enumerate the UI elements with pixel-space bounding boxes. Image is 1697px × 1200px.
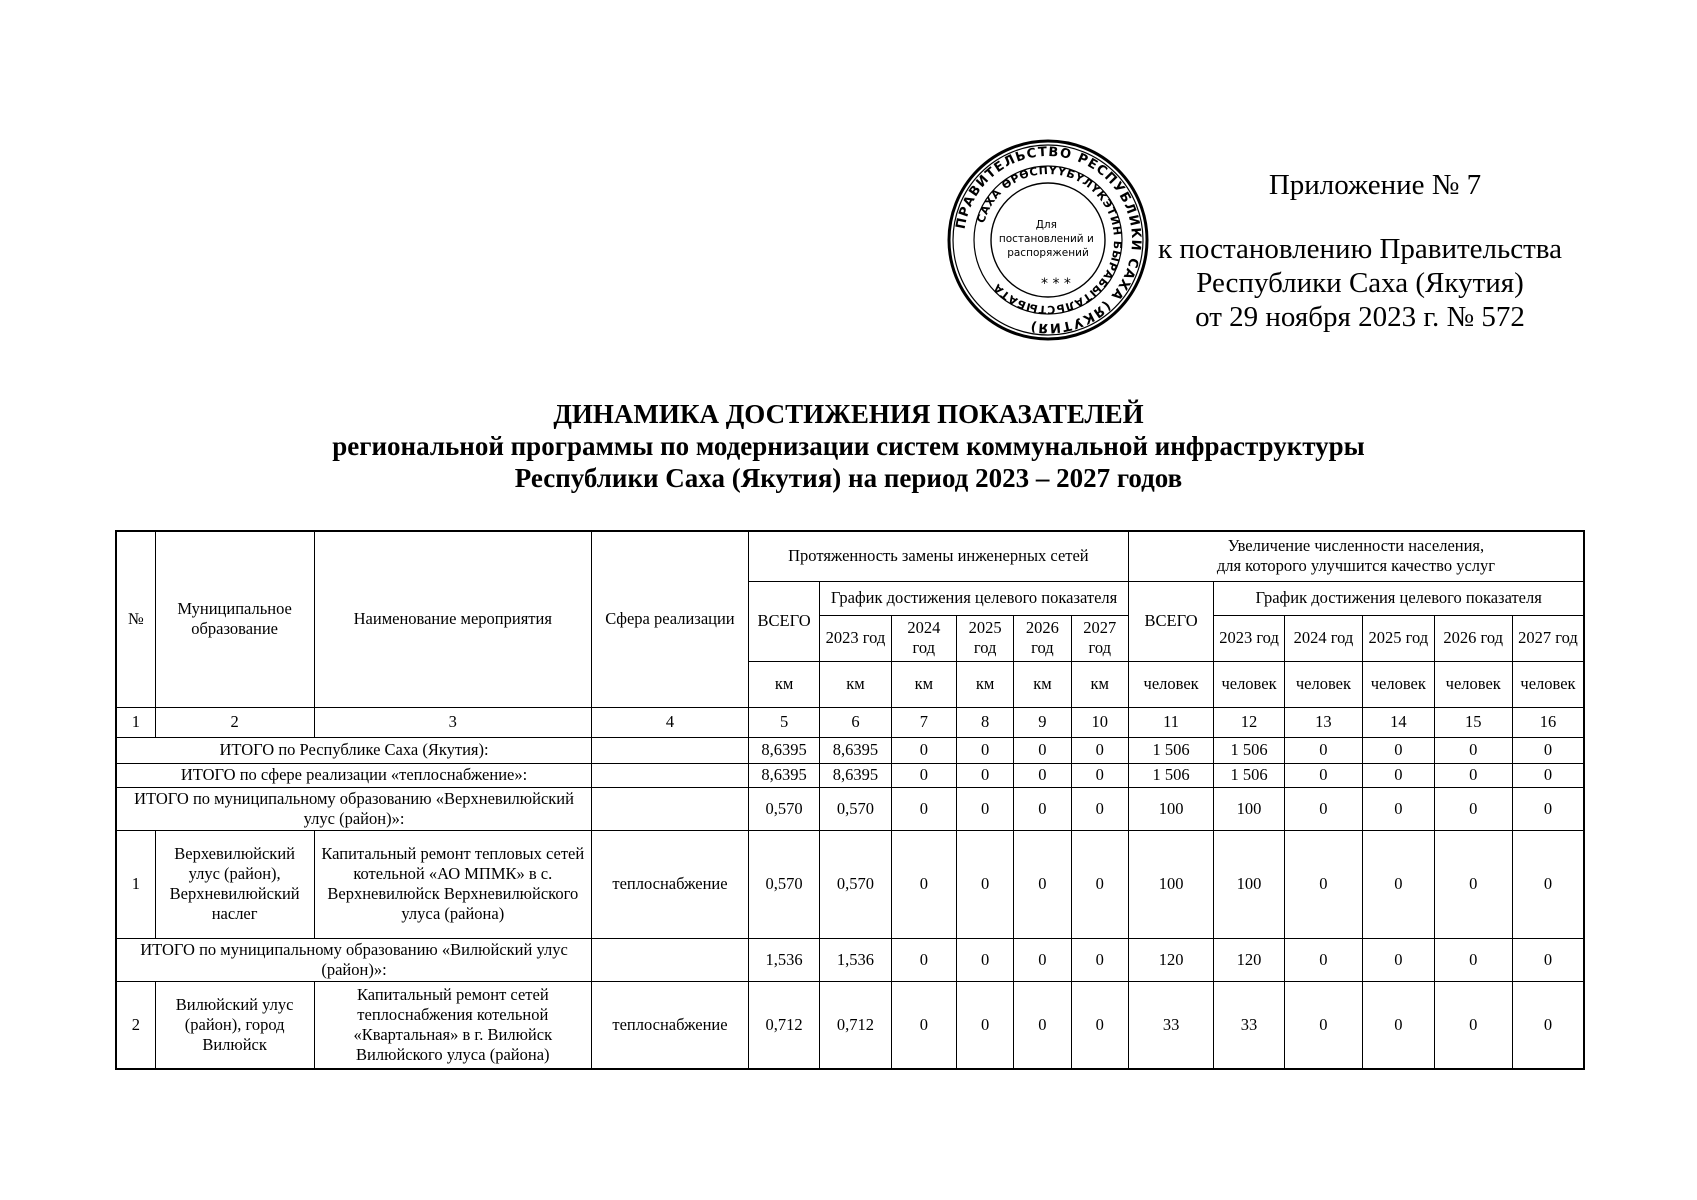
seal-center-line-2: постановлений и [998,233,1094,245]
column-number: 8 [956,707,1013,737]
header-year: 2023 год [1214,615,1284,661]
row-label: ИТОГО по сфере реализации «теплоснабжение»: [116,763,592,787]
cell: 0 [1512,938,1584,981]
cell: 0,570 [820,830,891,938]
unit-km: км [891,661,956,707]
cell: 0 [1284,981,1362,1069]
unit-people: человек [1214,661,1284,707]
cell: 0 [956,763,1013,787]
cell: 0 [1363,981,1434,1069]
row-sphere: теплоснабжение [592,981,749,1069]
cell: 0,570 [820,787,891,830]
cell: 8,6395 [748,763,819,787]
table-row-total [116,938,1584,981]
header-year: 2026 год [1014,615,1071,661]
column-number: 12 [1214,707,1284,737]
header-networks-group: Протяженность замены инженерных сетей [748,531,1128,581]
cell: 0 [891,981,956,1069]
cell: 100 [1214,787,1284,830]
appendix-line-2: Республики Саха (Якутия) [1196,267,1524,299]
cell: 0 [1512,981,1584,1069]
seal-center-line-3: распоряжений [1007,247,1089,259]
cell: 1 506 [1128,737,1213,763]
appendix-number: Приложение № 7 [1268,169,1482,201]
cell: 0 [1512,830,1584,938]
cell: 0 [1512,737,1584,763]
row-event: Капитальный ремонт сетей теплоснабжения котельной «Квартальная» в г. Вилюйск Вилюйского улуса (района) [314,981,592,1069]
header-year: 2025 год [1363,615,1434,661]
row-sphere: теплоснабжение [592,830,749,938]
cell: 1 506 [1214,737,1284,763]
column-numbers-row [116,707,1584,737]
cell: 33 [1214,981,1284,1069]
header-population-schedule: График достижения целевого показателя [1214,581,1584,615]
column-number: 6 [820,707,891,737]
cell: 1,536 [820,938,891,981]
cell: 0 [1434,938,1512,981]
unit-people: человек [1284,661,1362,707]
column-number: 2 [155,707,314,737]
title-line-3: Республики Саха (Якутия) на период 2023 – 2027 годов [514,463,1183,493]
cell: 0 [1071,938,1128,981]
cell: 0 [1071,830,1128,938]
header-year: 2023 год [820,615,891,661]
cell: 0 [891,830,956,938]
column-number: 14 [1363,707,1434,737]
cell: 8,6395 [820,737,891,763]
unit-km: км [1014,661,1071,707]
cell: 0 [891,938,956,981]
svg-text:* * *: * * * [1041,276,1071,292]
column-number: 15 [1434,707,1512,737]
cell: 100 [1128,787,1213,830]
cell: 0 [956,830,1013,938]
svg-text:Для постановлений и [999,219,1097,259]
cell: 0 [1014,737,1071,763]
cell: 0 [1284,763,1362,787]
cell: 0 [1512,787,1584,830]
row-sphere [592,737,749,763]
cell: 0 [956,737,1013,763]
unit-people: человек [1128,661,1213,707]
cell: 0 [891,737,956,763]
title-line-2: региональной программы по модернизации систем коммунальной инфраструктуры [332,431,1365,461]
unit-km: км [956,661,1013,707]
cell: 0 [1363,938,1434,981]
row-label: ИТОГО по муниципальному образованию «Вилюйский улус (район)»: [116,938,592,981]
row-municipality: Вилюйский улус (район), город Вилюйск [155,981,314,1069]
unit-people: человек [1512,661,1584,707]
cell: 1 506 [1128,763,1213,787]
seal-center-line-1: Для [1035,219,1057,231]
cell: 100 [1214,830,1284,938]
column-number: 11 [1128,707,1213,737]
header-sphere: Сфера реализации [592,531,749,707]
document-title [0,398,1697,494]
cell: 0 [891,787,956,830]
column-number: 9 [1014,707,1071,737]
header-no: № [116,531,155,707]
header-year: 2026 год [1434,615,1512,661]
unit-km: км [748,661,819,707]
table-row-item [116,981,1584,1069]
table-row-total [116,787,1584,830]
cell: 0 [1363,763,1434,787]
row-sphere [592,787,749,830]
cell: 0 [1014,981,1071,1069]
cell: 0 [1434,737,1512,763]
cell: 0 [956,938,1013,981]
header-networks-schedule: График достижения целевого показателя [820,581,1129,615]
row-sphere [592,763,749,787]
cell: 0 [1014,830,1071,938]
cell: 0 [1434,830,1512,938]
cell: 0,712 [748,981,819,1069]
cell: 0 [956,981,1013,1069]
appendix-line-3: от 29 ноября 2023 г. № 572 [1195,301,1525,333]
cell: 0 [1014,787,1071,830]
column-number: 13 [1284,707,1362,737]
cell: 0,570 [748,830,819,938]
seal-outer-text: ПРАВИТЕЛЬСТВО РЕСПУБЛИКИ САХА (ЯКУТИЯ) [953,144,1144,336]
cell: 0 [1284,938,1362,981]
header-networks-total: ВСЕГО [748,581,819,661]
cell: 0 [1363,737,1434,763]
header-year: 2027 год [1071,615,1128,661]
cell: 0 [1434,981,1512,1069]
header-year: 2027 год [1512,615,1584,661]
cell: 0 [1434,763,1512,787]
row-municipality: Верхевилюйский улус (район), Верхневилюйский наслег [155,830,314,938]
cell: 1 506 [1214,763,1284,787]
column-number: 3 [314,707,592,737]
cell: 0,712 [820,981,891,1069]
unit-people: человек [1434,661,1512,707]
column-number: 5 [748,707,819,737]
cell: 0 [1071,737,1128,763]
cell: 33 [1128,981,1213,1069]
column-number: 16 [1512,707,1584,737]
cell: 0 [1284,830,1362,938]
header-municipality: Муниципальное образование [155,531,314,707]
cell: 100 [1128,830,1213,938]
cell: 8,6395 [748,737,819,763]
cell: 0 [956,787,1013,830]
cell: 0 [1434,787,1512,830]
unit-km: км [1071,661,1128,707]
column-number: 1 [116,707,155,737]
cell: 0 [1284,737,1362,763]
column-number: 10 [1071,707,1128,737]
official-seal [946,138,1150,342]
cell: 0 [1284,787,1362,830]
seal-inner-text: САХА ӨРӨСПҮҮБҮЛҮКЭТИН БЫРАБЫТАЛЬСТЫБАТА [974,163,1125,317]
cell: 120 [1128,938,1213,981]
row-label: ИТОГО по муниципальному образованию «Верхневилюйский улус (район)»: [116,787,592,830]
cell: 1,536 [748,938,819,981]
table-row-total [116,763,1584,787]
cell: 120 [1214,938,1284,981]
cell: 0 [1014,938,1071,981]
unit-people: человек [1363,661,1434,707]
indicators-table [115,530,1585,1070]
row-event: Капитальный ремонт тепловых сетей котельной «АО МПМК» в с. Верхневилюйск Верхневилюйского улуса (района) [314,830,592,938]
table-row-item [116,830,1584,938]
header-year: 2024 год [891,615,956,661]
cell: 0 [1071,787,1128,830]
table-row-total [116,737,1584,763]
appendix-header [1150,168,1570,334]
column-number: 4 [592,707,749,737]
cell: 0 [1071,763,1128,787]
cell: 0 [1363,830,1434,938]
cell: 0 [1014,763,1071,787]
cell: 8,6395 [820,763,891,787]
cell: 0 [1512,763,1584,787]
row-number: 2 [116,981,155,1069]
cell: 0 [1071,981,1128,1069]
title-line-1: ДИНАМИКА ДОСТИЖЕНИЯ ПОКАЗАТЕЛЕЙ [553,399,1144,429]
row-label: ИТОГО по Республике Саха (Якутия): [116,737,592,763]
row-sphere [592,938,749,981]
cell: 0,570 [748,787,819,830]
row-number: 1 [116,830,155,938]
cell: 0 [1363,787,1434,830]
appendix-line-1: к постановлению Правительства [1158,233,1562,265]
column-number: 7 [891,707,956,737]
cell: 0 [891,763,956,787]
header-population-total: ВСЕГО [1128,581,1213,661]
header-population-group: Увеличение численности населения, для которого улучшится качество услуг [1128,531,1584,581]
unit-km: км [820,661,891,707]
header-year: 2024 год [1284,615,1362,661]
header-year: 2025 год [956,615,1013,661]
header-event: Наименование мероприятия [314,531,592,707]
